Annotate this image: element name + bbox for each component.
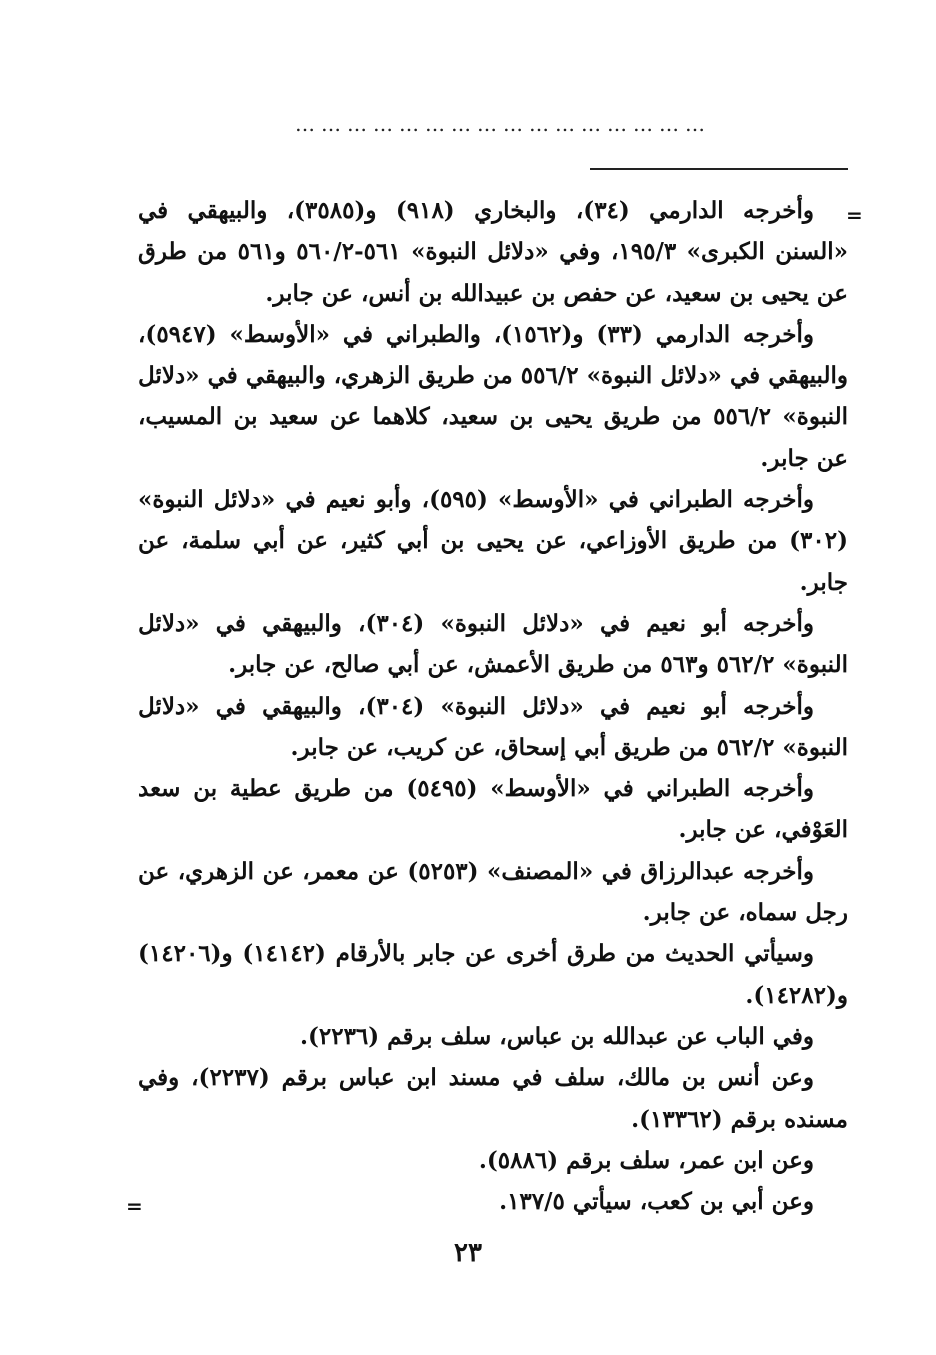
footnote-paragraph: وأخرجه أبو نعيم في «دلائل النبوة» (٣٠٤)، والبيهقي في «دلائل النبوة» ٥٦٢/٢ و٥٦٣ من طريق الأعمش، عن أبي صالح، عن جابر. (138, 609, 848, 679)
footnote-paragraph: وعن ابن عمر، سلف برقم (٥٨٨٦). (478, 1146, 814, 1174)
footnote-paragraph: وأخرجه الدارمي (٣٣) و(١٥٦٢)، والطبراني في «الأوسط» (٥٩٤٧)، والبيهقي في «دلائل النبوة» ٥٥٦/٢ من طريق الزهري، والبيهقي في «دلائل النبوة» ٥٥٦/٢ من طريق يحيى بن سعيد، كلاهما عن سعيد بن المسيب، عن جابر. (138, 320, 849, 472)
footnote-paragraph: وفي الباب عن عبدالله بن عباس، سلف برقم (٢٢٣٦). (299, 1022, 814, 1050)
footnote-paragraph: وأخرجه الطبراني في «الأوسط» (٥٩٥)، وأبو نعيم في «دلائل النبوة» (٣٠٢) من طريق الأوزاعي، عن يحيى بن أبي كثير، عن أبي سلمة، عن جابر. (138, 486, 848, 596)
footnote-paragraph: وأخرجه عبدالرزاق في «المصنف» (٥٢٥٣) عن معمر، عن الزهري، عن رجل سماه، عن جابر. (138, 857, 848, 927)
page-number: ٢٣ (454, 1238, 482, 1268)
footnote-paragraph: وعن أبي بن كعب، سيأتي ١٣٧/٥. (499, 1188, 814, 1216)
continuation-mark-top: = (846, 203, 863, 227)
footnote-paragraph: وأخرجه الطبراني في «الأوسط» (٥٤٩٥) من طريق عطية بن سعد العَوْفي، عن جابر. (138, 775, 848, 844)
footnote-paragraph: وسيأتي الحديث من طرق أخرى عن جابر بالأرقام (١٤١٤٢) و(١٤٢٠٦) و(١٤٢٨٢). (138, 940, 848, 1009)
footnote-paragraph: وأخرجه الدارمي (٣٤)، والبخاري (٩١٨) و(٣٥٨٥)، والبيهقي في «السنن الكبرى» ١٩٥/٣، وفي «دلائل النبوة» ٥٦١-٥٦٠/٢ و٥٦١ من طرق عن يحيى بن سعيد، عن حفص بن عبيدالله بن أنس، عن جابر. (138, 197, 848, 307)
footnote-paragraph: وأخرجه أبو نعيم في «دلائل النبوة» (٣٠٤)، والبيهقي في «دلائل النبوة» ٥٦٢/٢ من طريق أبي إسحاق، عن كريب، عن جابر. (138, 692, 848, 761)
footnote-rule (590, 168, 848, 170)
continuation-mark-bottom: = (126, 1194, 143, 1218)
footnote-paragraph: وعن أنس بن مالك، سلف في مسند ابن عباس برقم (٢٢٣٧)، وفي مسنده برقم (١٣٣٦٢). (138, 1064, 848, 1133)
footnotes (138, 190, 848, 1222)
dotted-separator: ………………………………………… (295, 112, 711, 136)
